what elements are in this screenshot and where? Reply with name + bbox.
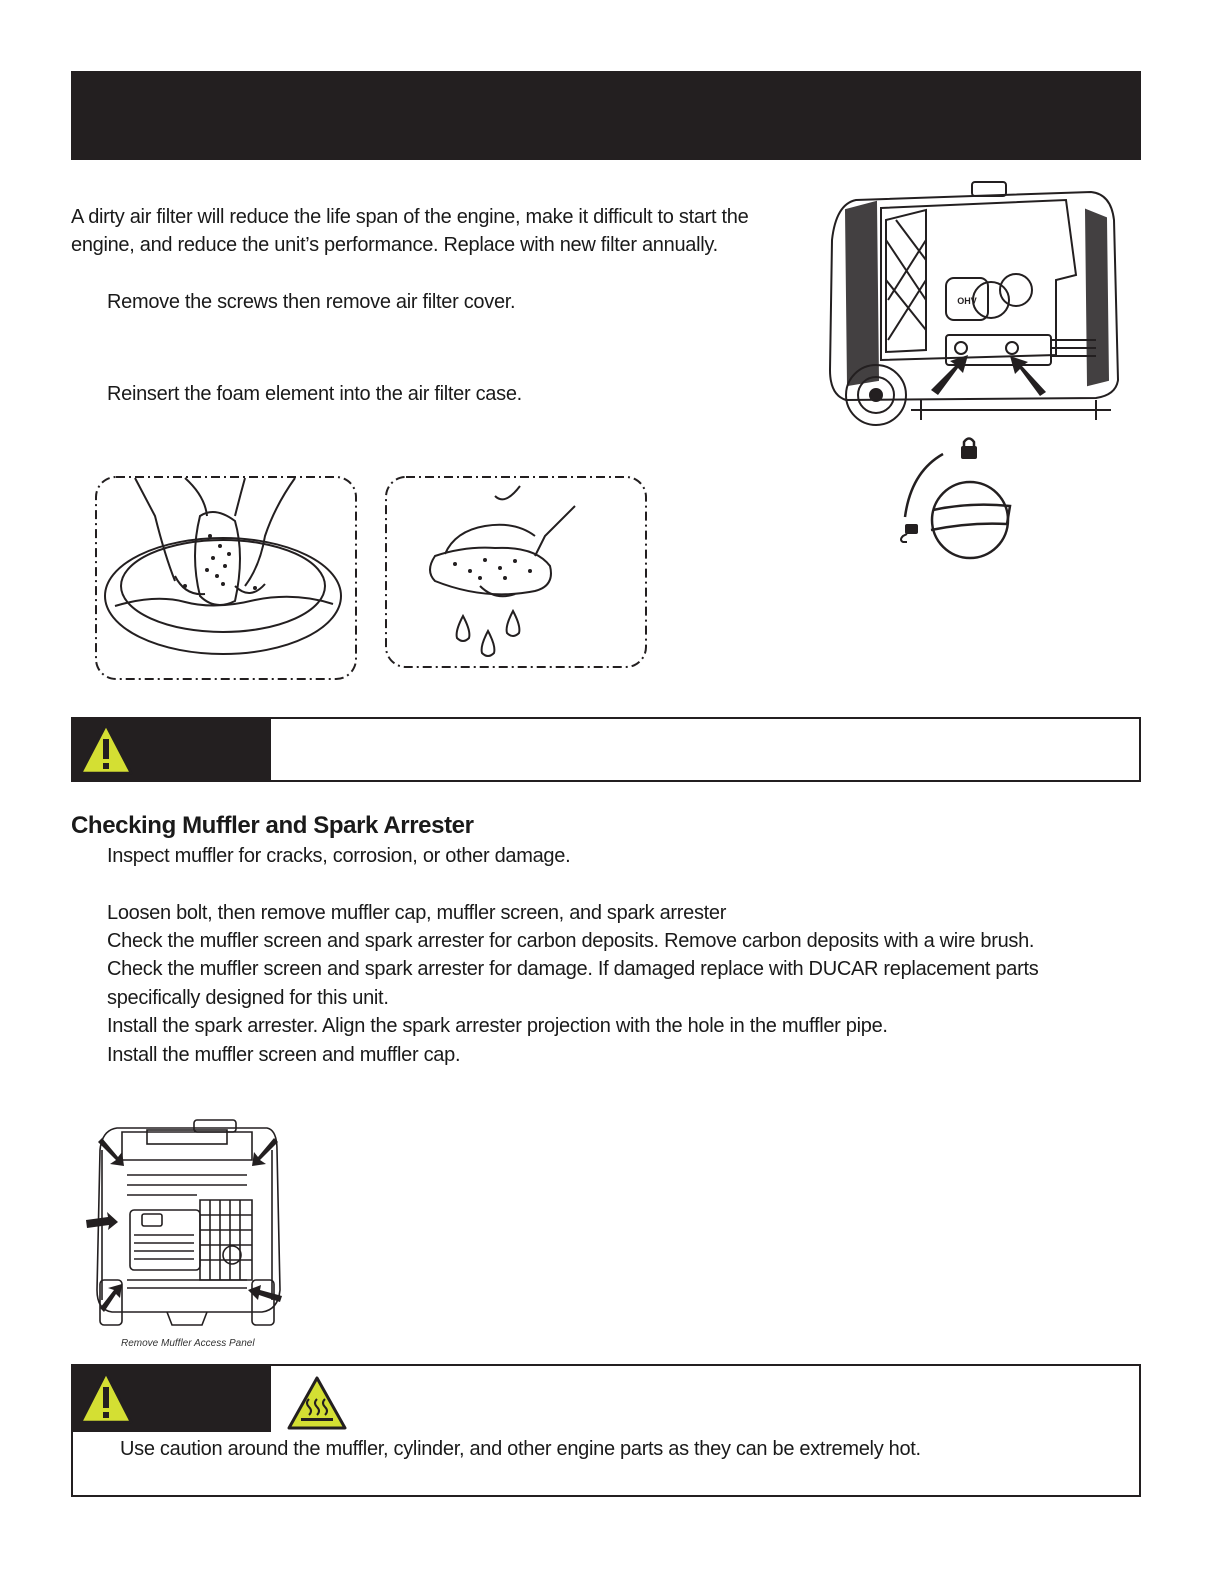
warning-triangle-icon: [78, 1370, 134, 1426]
muffler-line-2: Loosen bolt, then remove muffler cap, muffler screen, and spark arrester: [107, 902, 727, 924]
arrow-right-screw-icon: [1010, 356, 1046, 396]
section-header-bar: [71, 71, 1141, 160]
lock-icon: [961, 439, 977, 460]
muffler-section-heading: Checking Muffler and Spark Arrester: [71, 812, 474, 839]
muffler-line-7: Install the muffler screen and muffler cap.: [107, 1044, 461, 1066]
muffler-figure-caption: Remove Muffler Access Panel: [121, 1338, 255, 1349]
intro-line-2: engine, and reduce the unit’s performance. Replace with new filter annually.: [71, 234, 718, 256]
hot-warning-text: Use caution around the muffler, cylinder, and other engine parts as they can be extremely hot.: [120, 1438, 921, 1460]
muffler-line-3: Check the muffler screen and spark arrester for carbon deposits. Remove carbon deposits with a wire brush.: [107, 930, 1035, 952]
muffler-line-5: specifically designed for this unit.: [107, 987, 389, 1009]
intro-line-1: A dirty air filter will reduce the life span of the engine, make it difficult to start the: [71, 206, 749, 228]
generator-air-filter-illustration: [826, 180, 1126, 430]
step-remove-cover: Remove the screws then remove air filter cover.: [107, 291, 516, 313]
warning-triangle-icon: [78, 722, 134, 777]
ohv-badge: OHV: [957, 296, 977, 306]
arrow-left-screw-icon: [931, 355, 968, 395]
squeeze-foam-illustration: [385, 476, 647, 668]
muffler-line-4: Check the muffler screen and spark arrester for damage. If damaged replace with DUCAR replacement parts: [107, 958, 1039, 980]
unlock-icon: [901, 524, 918, 542]
muffler-access-panel-illustration: [82, 1120, 292, 1335]
lock-knob-diagram: [895, 432, 1025, 562]
wash-foam-illustration: [95, 476, 357, 681]
step-reinsert-foam: Reinsert the foam element into the air filter case.: [107, 383, 522, 405]
hot-surface-icon: [286, 1375, 348, 1431]
muffler-line-6: Install the spark arrester. Align the spark arrester projection with the hole in the muffler pipe.: [107, 1015, 888, 1037]
muffler-line-1: Inspect muffler for cracks, corrosion, or other damage.: [107, 845, 571, 867]
